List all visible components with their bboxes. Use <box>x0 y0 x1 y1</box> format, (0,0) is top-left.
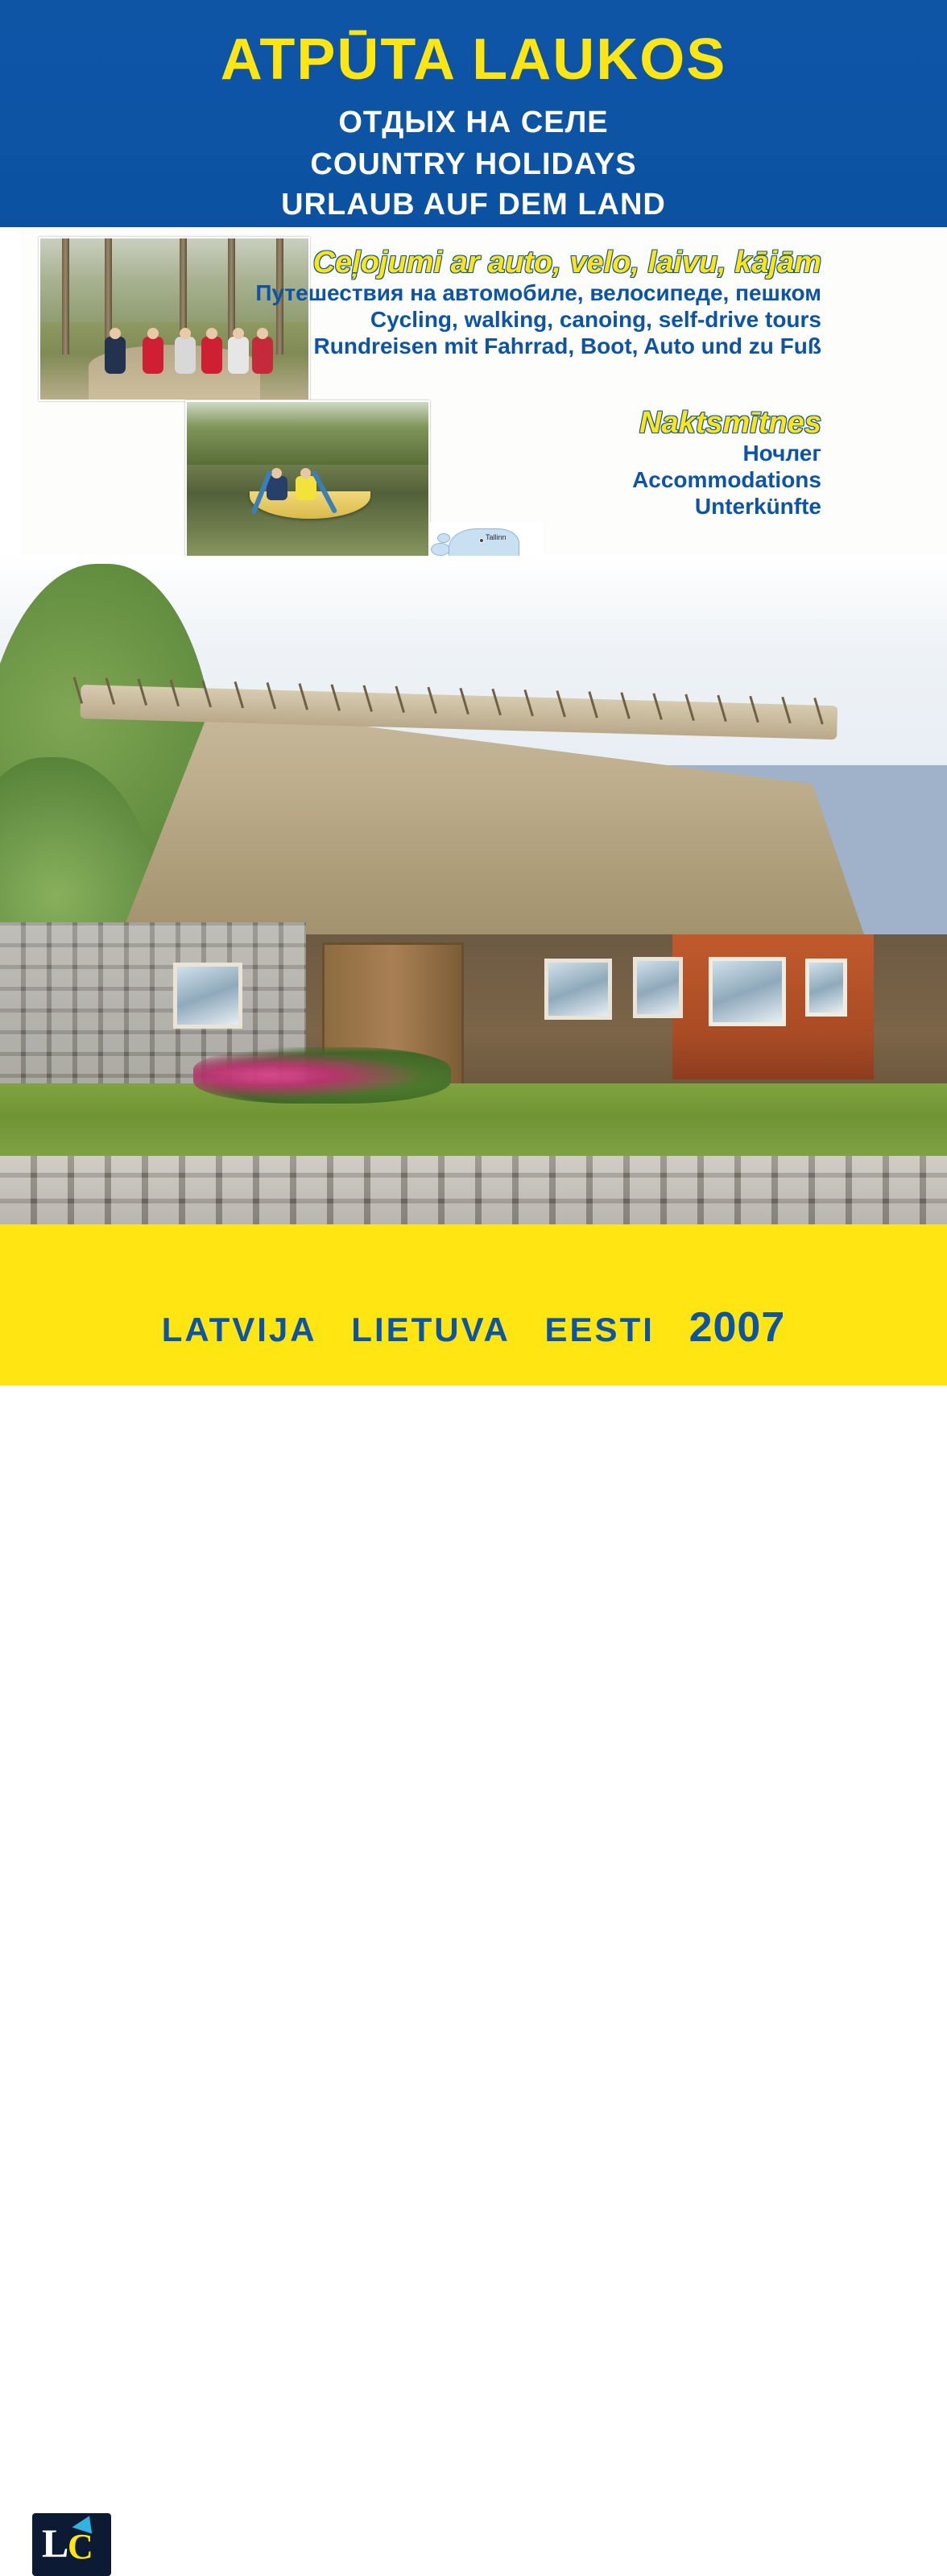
publisher-logo <box>32 2513 111 2576</box>
section-accommodation-title-en: Accommodations <box>632 467 821 493</box>
map-city-label-tallinn: Tallinn <box>486 533 507 541</box>
edition-year: 2007 <box>689 1304 786 1351</box>
window <box>633 957 683 1018</box>
footer-countries <box>0 1303 947 1352</box>
map-island-saaremaa <box>431 543 450 556</box>
section-accommodation-title-de: Unterkünfte <box>694 494 821 520</box>
country-lietuva: LIETUVA <box>351 1311 511 1348</box>
page-title-english: COUNTRY HOLIDAYS <box>310 147 637 181</box>
section-travel <box>129 246 821 359</box>
stone-wall <box>0 1156 947 1224</box>
map-island-hiiumaa <box>437 533 450 543</box>
logo-letter-c: C <box>68 2527 93 2566</box>
country-eesti: EESTI <box>544 1311 655 1348</box>
window <box>805 959 847 1017</box>
page-title: ATPŪTA LAUKOS <box>220 27 727 92</box>
country-latvija: LATVIJA <box>161 1311 317 1348</box>
cyclist <box>105 337 126 374</box>
logo-letter-l: L <box>42 2520 69 2566</box>
section-travel-title-de: Rundreisen mit Fahrrad, Boot, Auto und zu Fuß <box>313 333 821 359</box>
section-accommodation-title-ru: Ночлег <box>742 441 821 466</box>
section-accommodation-title-lv: Naktsmītnes <box>639 406 821 440</box>
page-title-russian: ОТДЫХ НА СЕЛЕ <box>338 106 609 139</box>
flower-bed <box>193 1047 451 1104</box>
section-travel-title-lv: Ceļojumi ar auto, velo, laivu, kājām <box>312 246 821 280</box>
photo-farmhouse <box>0 556 947 1224</box>
section-travel-title-en: Cycling, walking, canoing, self-drive tours <box>370 307 821 333</box>
tree-trunk <box>62 238 69 354</box>
header-band <box>0 0 947 227</box>
section-travel-title-ru: Путешествия на автомобиле, велосипеде, пешком <box>255 280 821 306</box>
window <box>544 959 612 1020</box>
section-accommodation <box>258 407 821 520</box>
window <box>709 957 786 1026</box>
map-city-dot <box>479 538 484 543</box>
window <box>173 963 242 1029</box>
page-title-german: URLAUB AUF DEM LAND <box>281 188 666 222</box>
